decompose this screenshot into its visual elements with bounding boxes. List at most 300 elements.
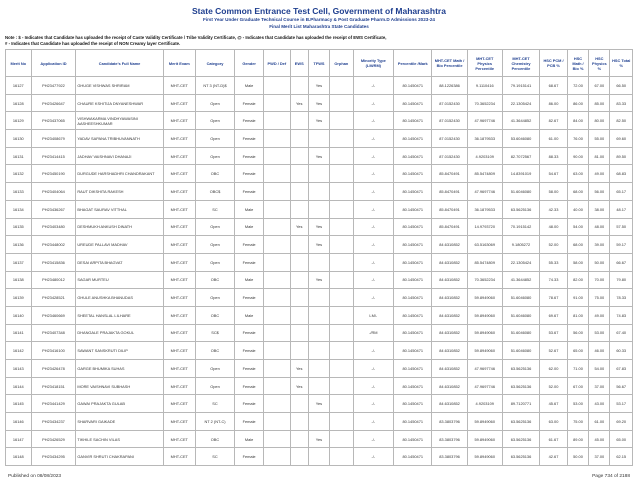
table-cell: OBC [195, 430, 234, 448]
table-cell: RAUT DIKSHITA RAKESH [76, 183, 163, 201]
table-cell: 80.1450471 [394, 324, 432, 342]
table-cell: YADAV SAPANA TRIBHUVANNATH [76, 130, 163, 148]
table-cell [290, 147, 308, 165]
column-header: HSC Total % [610, 50, 633, 77]
merit-table [5, 49, 633, 466]
table-cell: PH23428521 [31, 289, 76, 307]
table-cell: 37.00 [589, 448, 610, 466]
table-cell: 68.83 [610, 165, 633, 183]
table-cell: SC [195, 395, 234, 413]
table-cell [308, 377, 329, 395]
table-header-row [6, 50, 633, 77]
table-row [6, 413, 633, 431]
table-cell: 61.00 [540, 130, 568, 148]
table-cell: -/- [353, 395, 394, 413]
table-cell: 51.6046080 [502, 183, 539, 201]
table-cell: MORE VAISHNAVI SUBHASH [76, 377, 163, 395]
table-cell: 22.1305424 [502, 253, 539, 271]
table-cell: 80.1450471 [394, 236, 432, 254]
table-cell: GAWAI PRAJAKTA GULAB [76, 395, 163, 413]
table-cell: Yes [308, 236, 329, 254]
table-cell: 88.33 [540, 147, 568, 165]
table-cell: Open [195, 253, 234, 271]
table-cell: 63.5625136 [502, 448, 539, 466]
table-cell: 80.1450471 [394, 306, 432, 324]
table-cell: Female [235, 165, 264, 183]
table-cell: 9.1805272 [502, 236, 539, 254]
table-cell: 46.00 [589, 342, 610, 360]
table-cell: 68.00 [567, 183, 588, 201]
table-cell: 55.33 [540, 253, 568, 271]
table-cell: Open [195, 377, 234, 395]
table-cell: PH23436267 [31, 200, 76, 218]
table-cell: 16130 [6, 130, 32, 148]
table-cell: 58.00 [540, 183, 568, 201]
table-cell [264, 342, 291, 360]
column-header: MHT-CET Math / Bio Percentile [432, 50, 467, 77]
table-cell [330, 448, 353, 466]
table-cell: Open [195, 130, 234, 148]
table-cell: Female [235, 94, 264, 112]
table-cell [290, 77, 308, 95]
table-cell: 16129 [6, 112, 32, 130]
table-cell [290, 253, 308, 271]
table-cell: 84.6310852 [432, 236, 467, 254]
page-number: Page 734 of 2188 [592, 474, 630, 479]
table-row [6, 360, 633, 378]
column-header: Gender [235, 50, 264, 77]
table-cell: -/- [353, 165, 394, 183]
table-cell [308, 165, 329, 183]
table-cell: 68.67 [540, 77, 568, 95]
table-cell [264, 130, 291, 148]
table-cell [308, 289, 329, 307]
table-cell: 85.5474809 [467, 253, 502, 271]
table-cell: 16133 [6, 183, 32, 201]
table-cell: SHEETAL HANSLAL LILHARE [76, 306, 163, 324]
table-cell: 70.1915142 [502, 218, 539, 236]
table-cell: PH23426478 [31, 360, 76, 378]
table-cell: -/- [353, 218, 394, 236]
table-cell: 55.00 [589, 130, 610, 148]
table-cell: Open [195, 147, 234, 165]
table-cell: Yes [308, 430, 329, 448]
table-cell: 82.50 [610, 112, 633, 130]
table-cell: -/- [353, 360, 394, 378]
table-cell: 84.6310852 [432, 342, 467, 360]
table-cell: GANVIR SHRUTI CHAKRAPANI [76, 448, 163, 466]
table-cell [330, 77, 353, 95]
table-cell [330, 306, 353, 324]
table-cell: 82.00 [567, 271, 588, 289]
table-cell: MHT-CET [163, 147, 195, 165]
table-cell [308, 324, 329, 342]
table-cell: PH23416100 [31, 342, 76, 360]
table-cell: Open [195, 94, 234, 112]
table-cell: 53.00 [567, 395, 588, 413]
table-cell: 59.8949060 [467, 342, 502, 360]
table-cell: 59.17 [610, 236, 633, 254]
table-cell: 51.6046080 [502, 324, 539, 342]
table-cell [330, 253, 353, 271]
table-cell: PH23434237 [31, 413, 76, 431]
table-cell: 67.83 [610, 360, 633, 378]
table-cell: 16128 [6, 94, 32, 112]
table-cell: 89.50 [610, 147, 633, 165]
table-cell: PH23426647 [31, 94, 76, 112]
table-cell: TIKHILE SACHIN VILAS [76, 430, 163, 448]
table-cell: 80.1450471 [394, 200, 432, 218]
table-cell: 56.67 [610, 377, 633, 395]
table-cell: 80.1450471 [394, 395, 432, 413]
table-cell: MHT-CET [163, 324, 195, 342]
table-cell [264, 165, 291, 183]
table-cell: 39.00 [589, 236, 610, 254]
table-cell: -/- [353, 200, 394, 218]
table-cell: Open [195, 289, 234, 307]
column-header: MHT-CET Chemistry Percentile [502, 50, 539, 77]
table-cell: 59.8949060 [467, 413, 502, 431]
table-cell: 79.1915141 [502, 77, 539, 95]
column-header: Category [195, 50, 234, 77]
table-cell: MHT-CET [163, 360, 195, 378]
table-cell: 63.00 [540, 413, 568, 431]
table-cell [264, 112, 291, 130]
table-cell: 50.00 [589, 253, 610, 271]
table-cell: PH23414415 [31, 147, 76, 165]
table-cell: 88.1226386 [432, 77, 467, 95]
column-header: HSC Math / Bio % [567, 50, 588, 77]
table-cell: MHT-CET [163, 253, 195, 271]
table-cell: -/- [353, 430, 394, 448]
table-row [6, 77, 633, 95]
table-cell: -/- [353, 183, 394, 201]
table-cell: UREUDE PALLAVI MADHAV [76, 236, 163, 254]
table-cell: 87.0152430 [432, 112, 467, 130]
table-cell: Female [235, 377, 264, 395]
table-cell: MHT-CET [163, 94, 195, 112]
table-cell: 70.3652234 [467, 271, 502, 289]
table-row [6, 377, 633, 395]
table-cell: 43.00 [589, 395, 610, 413]
table-cell: PH23460669 [31, 306, 76, 324]
table-cell: 78.67 [540, 289, 568, 307]
table-cell: 58.00 [567, 253, 588, 271]
table-cell: 40.00 [567, 200, 588, 218]
table-cell [330, 395, 353, 413]
table-cell: PH23450190 [31, 165, 76, 183]
table-cell: 80.1450471 [394, 430, 432, 448]
note-line-2: # - Indicates that Candidate has uploaded the receipt of NON Creamy layer Certificate. [5, 41, 181, 46]
table-cell: 57.50 [610, 218, 633, 236]
table-cell: 56.00 [567, 324, 588, 342]
table-cell: 62.00 [540, 360, 568, 378]
table-cell: 16135 [6, 218, 32, 236]
table-cell [308, 360, 329, 378]
table-cell: Female [235, 395, 264, 413]
table-cell: 84.6310852 [432, 253, 467, 271]
table-cell: MHT-CET [163, 430, 195, 448]
table-cell: Male [235, 430, 264, 448]
table-row [6, 218, 633, 236]
table-cell: Female [235, 289, 264, 307]
table-cell: 86.00 [567, 94, 588, 112]
table-cell: 59.8949060 [467, 306, 502, 324]
table-cell: 67.00 [589, 77, 610, 95]
table-cell: PH23404064 [31, 183, 76, 201]
table-cell: 22.1305424 [502, 94, 539, 112]
table-cell: 62.15 [610, 448, 633, 466]
table-cell: 16141 [6, 324, 32, 342]
table-row [6, 183, 633, 201]
table-row [6, 130, 633, 148]
table-cell: 85.5474809 [467, 165, 502, 183]
table-row [6, 94, 633, 112]
table-row [6, 324, 633, 342]
table-cell: DESHMUKH ANKUSH DINATH [76, 218, 163, 236]
table-cell [330, 289, 353, 307]
table-cell [330, 413, 353, 431]
table-cell: Yes [290, 360, 308, 378]
table-cell [264, 200, 291, 218]
table-cell: GHULE ANUSHKA BHANUDAS [76, 289, 163, 307]
published-date: Published on 08/08/2023 [8, 474, 62, 479]
table-cell: Male [235, 200, 264, 218]
table-cell: PH23480012 [31, 271, 76, 289]
table-cell: 54.67 [540, 165, 568, 183]
table-cell: 45.00 [589, 430, 610, 448]
table-cell [308, 200, 329, 218]
table-cell: Female [235, 413, 264, 431]
table-cell: 9.1110416 [467, 77, 502, 95]
table-cell [264, 77, 291, 95]
table-cell [290, 271, 308, 289]
table-cell [290, 112, 308, 130]
table-cell: 80.1450471 [394, 271, 432, 289]
table-cell: Yes [308, 395, 329, 413]
table-body [6, 77, 633, 466]
table-cell [308, 253, 329, 271]
column-header: Application ID [31, 50, 76, 77]
table-cell [290, 430, 308, 448]
table-row [6, 342, 633, 360]
table-cell [264, 306, 291, 324]
table-cell: 67.40 [610, 324, 633, 342]
table-cell: NT 2 (NT-C) [195, 413, 234, 431]
table-cell: SAWANT SANSKRUTI DILIP [76, 342, 163, 360]
table-cell: DESAI ARPITA BHAGVAT [76, 253, 163, 271]
table-cell: 16136 [6, 236, 32, 254]
table-cell: 52.00 [540, 236, 568, 254]
table-cell: BHAGAT SAURAV VITTHAL [76, 200, 163, 218]
table-cell: 63.5625136 [502, 360, 539, 378]
table-cell: 16147 [6, 430, 32, 448]
table-cell: PH23434295 [31, 448, 76, 466]
table-cell: 52.00 [540, 377, 568, 395]
table-cell: 84.6310852 [432, 377, 467, 395]
column-header: TFWS [308, 50, 329, 77]
table-cell: 90.00 [567, 147, 588, 165]
table-row [6, 165, 633, 183]
table-cell: 70.3652234 [467, 94, 502, 112]
column-header: HSC PCM / PCB % [540, 50, 568, 77]
table-cell: -/- [353, 112, 394, 130]
table-cell: 41.3644852 [502, 271, 539, 289]
table-cell: 80.1450471 [394, 218, 432, 236]
table-cell: 59.8949060 [467, 324, 502, 342]
table-cell [330, 430, 353, 448]
table-cell: 53.6046080 [502, 130, 539, 148]
table-cell: 16148 [6, 448, 32, 466]
table-cell: 16127 [6, 77, 32, 95]
table-cell: 59.8949060 [467, 289, 502, 307]
table-cell: Female [235, 342, 264, 360]
table-cell: 80.1450471 [394, 289, 432, 307]
table-cell: CHAURE KSHITIJA DNYANESHWAR [76, 94, 163, 112]
table-row [6, 253, 633, 271]
table-cell: 65.00 [567, 342, 588, 360]
table-cell: 78.33 [610, 289, 633, 307]
table-cell: Open [195, 112, 234, 130]
table-cell: MHT-CET [163, 165, 195, 183]
table-cell: 14.8391019 [502, 165, 539, 183]
table-cell: -/- [353, 271, 394, 289]
table-cell [330, 112, 353, 130]
table-cell: DHANGALE PRAJAKTA GOKUL [76, 324, 163, 342]
table-cell: 63.5625136 [502, 430, 539, 448]
table-cell: 53.17 [610, 395, 633, 413]
table-cell: MHT-CET [163, 271, 195, 289]
notes [5, 35, 633, 47]
table-row [6, 271, 633, 289]
table-cell: 47.9697746 [467, 377, 502, 395]
table-cell: 45.67 [540, 395, 568, 413]
table-cell: 63.5625136 [502, 377, 539, 395]
table-cell: 76.00 [567, 130, 588, 148]
table-cell: 66.50 [610, 77, 633, 95]
table-cell [264, 94, 291, 112]
table-cell [290, 306, 308, 324]
table-cell: 84.6310852 [432, 324, 467, 342]
table-cell: Yes [308, 94, 329, 112]
table-cell [290, 413, 308, 431]
table-cell: 63.5163069 [467, 236, 502, 254]
table-cell: -/- [353, 77, 394, 95]
table-cell: Male [235, 271, 264, 289]
table-cell: 16140 [6, 306, 32, 324]
table-cell: 65.17 [610, 183, 633, 201]
table-cell [290, 165, 308, 183]
table-cell [330, 324, 353, 342]
note-line-1: Note : $ - Indicates that Candidate has uploaded the receipt of Caste Validity Certificate / Tribe Validity Certificate, @ - Indicates that Candidate has uploaded the receipt of EWS Certificate, [5, 35, 387, 40]
table-cell: 80.1450471 [394, 112, 432, 130]
table-cell: 16138 [6, 271, 32, 289]
table-cell [290, 130, 308, 148]
table-cell: Yes [308, 77, 329, 95]
table-cell: OBC [195, 306, 234, 324]
table-row [6, 200, 633, 218]
table-cell: 42.33 [540, 200, 568, 218]
table-cell: 56.00 [589, 183, 610, 201]
table-cell: OBC [195, 342, 234, 360]
table-cell: MHT-CET [163, 112, 195, 130]
table-cell: 69.20 [610, 413, 633, 431]
table-cell [330, 200, 353, 218]
table-cell: 80.1450471 [394, 360, 432, 378]
table-cell: 48.17 [610, 200, 633, 218]
table-cell: 60.33 [610, 342, 633, 360]
table-cell: Female [235, 183, 264, 201]
table-cell [308, 413, 329, 431]
table-cell: 80.1450471 [394, 253, 432, 271]
table-cell [290, 324, 308, 342]
table-cell: 81.00 [567, 306, 588, 324]
table-cell: Female [235, 360, 264, 378]
table-cell: 83.33 [610, 94, 633, 112]
table-cell: PH23418151 [31, 377, 76, 395]
table-cell [330, 236, 353, 254]
table-cell: Female [235, 448, 264, 466]
table-cell: -/- [353, 342, 394, 360]
table-cell: 66.67 [610, 253, 633, 271]
table-cell: 36.1879533 [467, 200, 502, 218]
table-cell: 59.8949060 [467, 448, 502, 466]
table-cell: -/- [353, 413, 394, 431]
table-cell: Male [235, 218, 264, 236]
table-cell: JADHAV VAISHNAVI DHANAJI [76, 147, 163, 165]
table-cell: 61.00 [589, 413, 610, 431]
table-cell: VISHWAKARMA VINDHYAWASINI AASHEESHKUMAR [76, 112, 163, 130]
table-cell [308, 130, 329, 148]
table-cell: 16144 [6, 377, 32, 395]
table-cell: 80.00 [589, 112, 610, 130]
table-cell: 49.00 [589, 165, 610, 183]
table-cell: OBC$ [195, 183, 234, 201]
column-header: Percentile /Mark [394, 50, 432, 77]
table-cell: 80.1450471 [394, 77, 432, 95]
table-cell [264, 324, 291, 342]
table-cell: SAGAR MURTEU [76, 271, 163, 289]
table-cell: 84.6310852 [432, 395, 467, 413]
column-header: Merit Exam [163, 50, 195, 77]
table-cell [264, 289, 291, 307]
table-cell: -/RM [353, 324, 394, 342]
table-cell: -/- [353, 147, 394, 165]
table-cell: 47.9697746 [467, 183, 502, 201]
table-cell: 38.00 [589, 200, 610, 218]
table-cell: 82.67 [540, 112, 568, 130]
table-row [6, 236, 633, 254]
table-cell [330, 94, 353, 112]
column-header: Merit No [6, 50, 32, 77]
table-cell: 48.00 [589, 218, 610, 236]
table-cell: PH23415836 [31, 253, 76, 271]
table-cell: 49.00 [589, 306, 610, 324]
table-cell: MHT-CET [163, 306, 195, 324]
table-cell: 80.1450471 [394, 165, 432, 183]
table-cell [264, 271, 291, 289]
table-cell: -/- [353, 289, 394, 307]
table-cell: MHT-CET [163, 77, 195, 95]
table-cell: -/- [353, 236, 394, 254]
table-cell: 79.80 [610, 271, 633, 289]
table-cell: 83.3803796 [432, 430, 467, 448]
table-cell: PH23408679 [31, 130, 76, 148]
table-cell: MHT-CET [163, 218, 195, 236]
table-cell: Female [235, 147, 264, 165]
table-cell: -/- [353, 448, 394, 466]
table-cell: 80.1450471 [394, 130, 432, 148]
